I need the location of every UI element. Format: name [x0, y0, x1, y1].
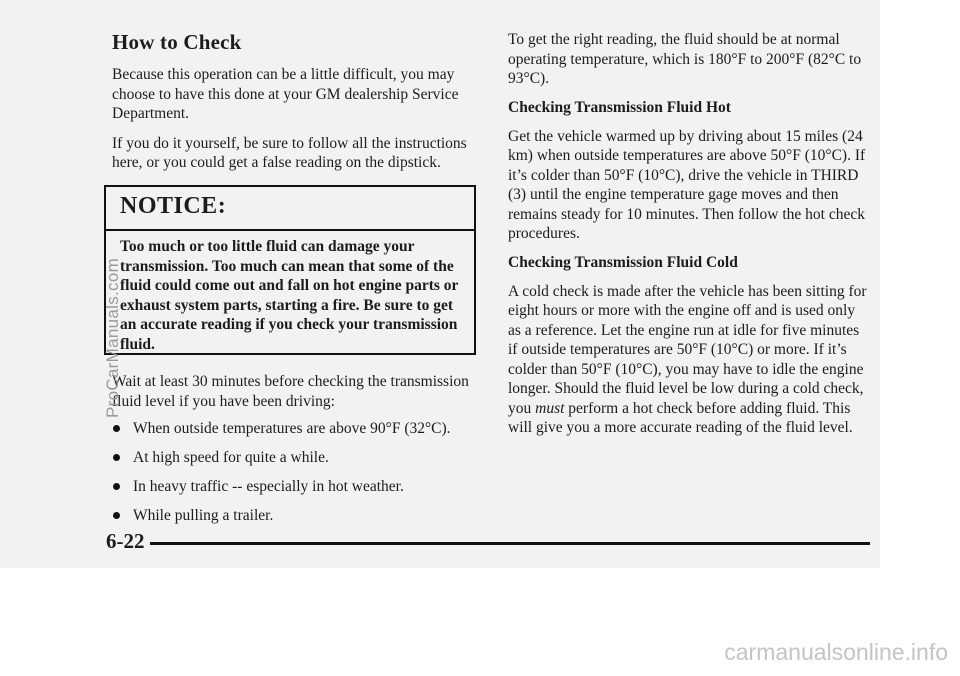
footer-divider	[150, 542, 870, 545]
site-logo: carmanualsonline.info	[724, 639, 948, 665]
notice-header	[106, 187, 474, 231]
cold-check-heading: Checking Transmission Fluid Cold	[508, 253, 738, 271]
operating-temperature-paragraph: To get the right reading, the fluid should be at normal operating temperature, which is 180°F to 200°F (82°C to 93°C).	[508, 31, 862, 87]
notice-box	[104, 185, 476, 355]
list-item	[112, 448, 484, 467]
cold-check-text-start: A cold check is made after the vehicle has been sitting for eight hours or more with the engine off and is used only as a reference. Let the engine run at idle for five minutes if outside temperatures are 50°F (10°C) or more. If it’s colder than 50°F (10°C), you may have to idle the engine longer. Should the fluid level be low during a cold check, you	[508, 282, 867, 417]
list-item	[112, 506, 484, 525]
bullet-icon	[113, 425, 120, 432]
list-item	[112, 419, 484, 438]
notice-body: Too much or too little fluid can damage your transmission. Too much can mean that some of the fluid could come out and fall on hot engine parts or exhaust system parts, starting a fire. Be sure to get an accurate reading if you check your transmission fluid.	[120, 238, 459, 353]
how-to-check-heading: How to Check	[112, 30, 242, 54]
do-it-yourself-paragraph: If you do it yourself, be sure to follow all the instructions here, or you could get a false reading on the dipstick.	[112, 134, 467, 171]
cold-check-paragraph	[508, 282, 868, 438]
wait-intro: Wait at least 30 minutes before checking the transmission fluid level if you have been driving:	[112, 373, 469, 410]
page-number: 6-22	[106, 529, 145, 553]
list-item	[112, 477, 484, 496]
cold-check-text-end: perform a hot check before adding fluid. This will give you a more accurate reading of the fluid level.	[508, 399, 853, 436]
left-column	[112, 30, 484, 183]
right-column	[508, 30, 868, 448]
cold-check-emphasis: must	[535, 399, 565, 417]
notice-title: NOTICE:	[120, 193, 227, 219]
list-item-text: In heavy traffic -- especially in hot weather.	[133, 478, 404, 495]
bullet-icon	[113, 454, 120, 461]
hot-check-heading: Checking Transmission Fluid Hot	[508, 98, 731, 116]
list-item-text: While pulling a trailer.	[133, 507, 274, 524]
dealership-paragraph: Because this operation can be a little difficult, you may choose to have this done at your GM dealership Service Department.	[112, 66, 459, 122]
hot-check-paragraph: Get the vehicle warmed up by driving about 15 miles (24 km) when outside temperatures are above 50°F (10°C). If it’s colder than 50°F (10°C), drive the vehicle in THIRD (3) until the engine temperature gage moves and then remains steady for 10 minutes. Then follow the hot check procedures.	[508, 127, 866, 242]
list-item-text: At high speed for quite a while.	[133, 449, 329, 466]
list-item-text: When outside temperatures are above 90°F (32°C).	[133, 420, 451, 437]
bullet-icon	[113, 512, 120, 519]
bullet-icon	[113, 483, 120, 490]
driving-conditions-list	[112, 419, 484, 525]
side-watermark: ProCarManuals.com	[103, 257, 122, 418]
wait-section	[112, 372, 484, 535]
